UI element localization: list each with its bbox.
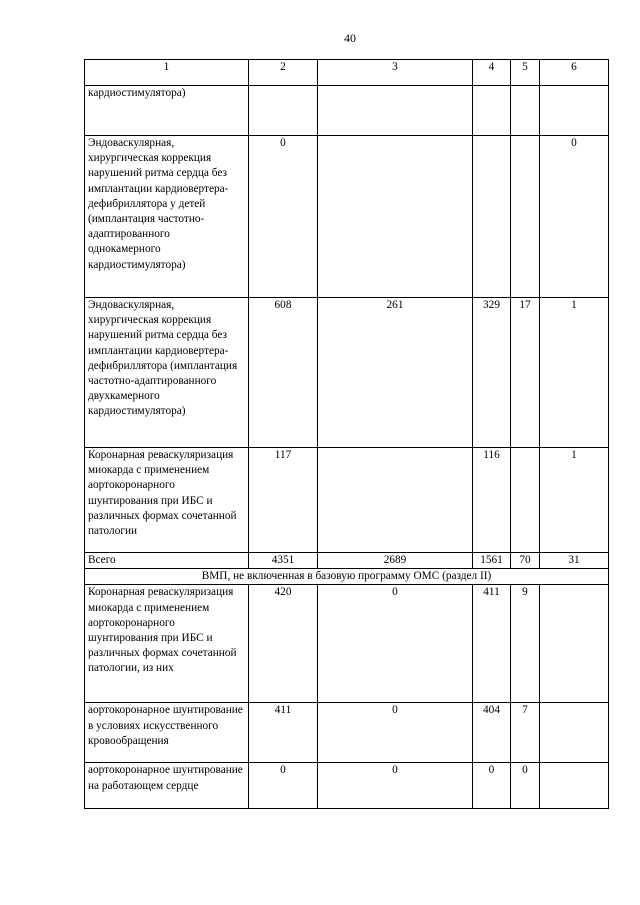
cell-col5: 9 <box>511 585 540 703</box>
cell-col5: 17 <box>511 298 540 448</box>
header-cell-1: 1 <box>85 60 249 86</box>
cell-col4: 404 <box>473 703 511 763</box>
cell-col6: 1 <box>540 448 609 553</box>
cell-col6: 31 <box>540 553 609 569</box>
header-cell-4: 4 <box>473 60 511 86</box>
cell-col4 <box>473 86 511 136</box>
cell-col2: 411 <box>249 703 318 763</box>
row-name: Коронарная реваскуляризация миокарда с применением аортокоронарного шунтирования при ИБС и различных формах сочетанной патологии, из них <box>85 585 249 703</box>
cell-col5 <box>511 448 540 553</box>
cell-col6 <box>540 86 609 136</box>
cell-col3 <box>318 448 473 553</box>
cell-col5: 70 <box>511 553 540 569</box>
table-row <box>85 763 609 809</box>
total-row <box>85 553 609 569</box>
cell-col3: 0 <box>318 585 473 703</box>
row-name: аортокоронарное шунтирование в условиях искусственного кровообращения <box>85 703 249 763</box>
table-row <box>85 448 609 553</box>
row-name: кардиостимулятора) <box>85 86 249 136</box>
cell-col2 <box>249 86 318 136</box>
cell-col4: 0 <box>473 763 511 809</box>
header-cell-6: 6 <box>540 60 609 86</box>
cell-col6 <box>540 763 609 809</box>
table-row <box>85 86 609 136</box>
cell-col6 <box>540 585 609 703</box>
cell-col6: 0 <box>540 136 609 298</box>
cell-col4 <box>473 136 511 298</box>
cell-col4: 116 <box>473 448 511 553</box>
page-number: 40 <box>344 31 356 45</box>
header-row <box>85 60 609 86</box>
table-row <box>85 703 609 763</box>
cell-col6: 1 <box>540 298 609 448</box>
header-cell-2: 2 <box>249 60 318 86</box>
cell-col3 <box>318 136 473 298</box>
cell-col2: 0 <box>249 136 318 298</box>
section-row <box>85 569 609 585</box>
cell-col2: 117 <box>249 448 318 553</box>
statistics-table <box>84 59 609 809</box>
cell-col5: 0 <box>511 763 540 809</box>
cell-col2: 4351 <box>249 553 318 569</box>
cell-col5 <box>511 86 540 136</box>
cell-col2: 608 <box>249 298 318 448</box>
cell-col3 <box>318 86 473 136</box>
row-name: Эндоваскулярная, хирургическая коррекция нарушений ритма сердца без имплантации кардиовертера-дефибриллятора (имплантация частотно-адаптированного двухкамерного кардиостимулятора) <box>85 298 249 448</box>
section-title: ВМП, не включенная в базовую программу ОМС (раздел II) <box>85 569 609 585</box>
cell-col5 <box>511 136 540 298</box>
row-name: аортокоронарное шунтирование на работающем сердце <box>85 763 249 809</box>
cell-col6 <box>540 703 609 763</box>
cell-col3: 261 <box>318 298 473 448</box>
cell-col3: 0 <box>318 703 473 763</box>
header-cell-5: 5 <box>511 60 540 86</box>
table-row <box>85 136 609 298</box>
cell-col4: 1561 <box>473 553 511 569</box>
row-name: Всего <box>85 553 249 569</box>
table-row <box>85 585 609 703</box>
row-name: Коронарная реваскуляризация миокарда с применением аортокоронарного шунтирования при ИБС и различных формах сочетанной патологии <box>85 448 249 553</box>
row-name: Эндоваскулярная, хирургическая коррекция нарушений ритма сердца без имплантации кардиовертера-дефибриллятора у детей (имплантация частотно-адаптированного однокамерного кардиостимулятора) <box>85 136 249 298</box>
cell-col4: 411 <box>473 585 511 703</box>
cell-col3: 0 <box>318 763 473 809</box>
cell-col2: 420 <box>249 585 318 703</box>
header-cell-3: 3 <box>318 60 473 86</box>
table-row <box>85 298 609 448</box>
cell-col5: 7 <box>511 703 540 763</box>
cell-col2: 0 <box>249 763 318 809</box>
cell-col3: 2689 <box>318 553 473 569</box>
cell-col4: 329 <box>473 298 511 448</box>
